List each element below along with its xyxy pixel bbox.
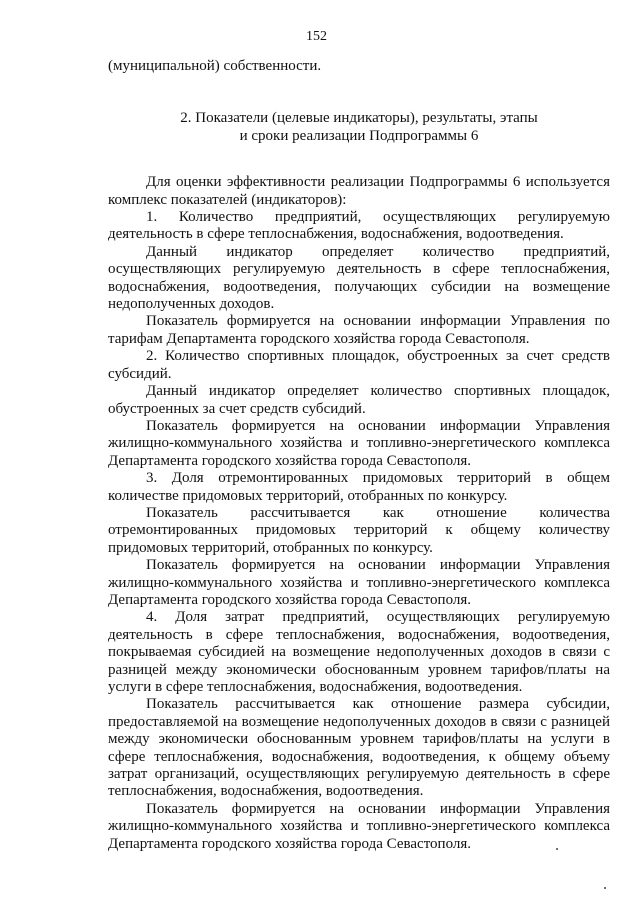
- scan-speck: [604, 887, 606, 889]
- intro-line: (муниципальной) собственности.: [108, 58, 322, 74]
- indicator-item-3: 3. Доля отремонтированных придомовых территорий в общем количестве придомовых территорий, отобранных по конкурсу.: [108, 470, 610, 504]
- paragraph: Данный индикатор определяет количество спортивных площадок, обустроенных за счет средств субсидий.: [108, 383, 610, 417]
- paragraph: Показатель формируется на основании информации Управления жилищно-коммунального хозяйства и топливно-энергетического комплекса Департамента городского хозяйства города Севастополя.: [108, 800, 610, 852]
- paragraph: Показатель рассчитывается как отношение количества отремонтированных придомовых территорий к общему количеству придомовых территорий, отобранных по конкурсу.: [108, 504, 610, 556]
- page-number: 152: [306, 29, 327, 44]
- paragraph: Для оценки эффективности реализации Подпрограммы 6 используется комплекс показателей (индикаторов):: [108, 174, 610, 208]
- scan-speck: [556, 848, 558, 850]
- indicator-item-4: 4. Доля затрат предприятий, осуществляющих регулируемую деятельность в сфере теплоснабжения, водоснабжения, водоотведения, покрываемая субсидией на возмещение недополученных доходов в связи с разницей между экономически обоснованным уровнем тарифов/платы на услуги в сфере теплоснабжения, водоснабжения, водоотведения.: [108, 609, 610, 695]
- section-heading: [108, 110, 610, 145]
- indicator-item-2: 2. Количество спортивных площадок, обустроенных за счет средств субсидий.: [108, 348, 610, 382]
- section-heading-line-2: и сроки реализации Подпрограммы 6: [239, 127, 479, 144]
- section-heading-line-1: 2. Показатели (целевые индикаторы), результаты, этапы: [180, 110, 538, 127]
- paragraph: Показатель формируется на основании информации Управления по тарифам Департамента городского хозяйства города Севастополя.: [108, 313, 610, 347]
- paragraph: Показатель формируется на основании информации Управления жилищно-коммунального хозяйства и топливно-энергетического комплекса Департамента городского хозяйства города Севастополя.: [108, 417, 610, 469]
- paragraph: Показатель формируется на основании информации Управления жилищно-коммунального хозяйства и топливно-энергетического комплекса Департамента городского хозяйства города Севастополя.: [108, 557, 610, 608]
- document-body: [108, 58, 610, 853]
- indicator-item-1: 1. Количество предприятий, осуществляющих регулируемую деятельность в сфере теплоснабжения, водоснабжения, водоотведения.: [108, 209, 610, 243]
- paragraph: Данный индикатор определяет количество предприятий, осуществляющих регулируемую деятельность в сфере теплоснабжения, водоснабжения, водоотведения, получающих субсидии на возмещение недополученных доходов.: [108, 243, 610, 313]
- paragraph: Показатель рассчитывается как отношение размера субсидии, предоставляемой на возмещение недополученных доходов в связи с разницей между экономически обоснованным уровнем тарифов/платы на услуги в сфере теплоснабжения, водоснабжения, водоотведения, к общему объему затрат организаций, осуществляющих регулируемую деятельность в сфере теплоснабжения, водоснабжения, водоотведения.: [108, 696, 610, 800]
